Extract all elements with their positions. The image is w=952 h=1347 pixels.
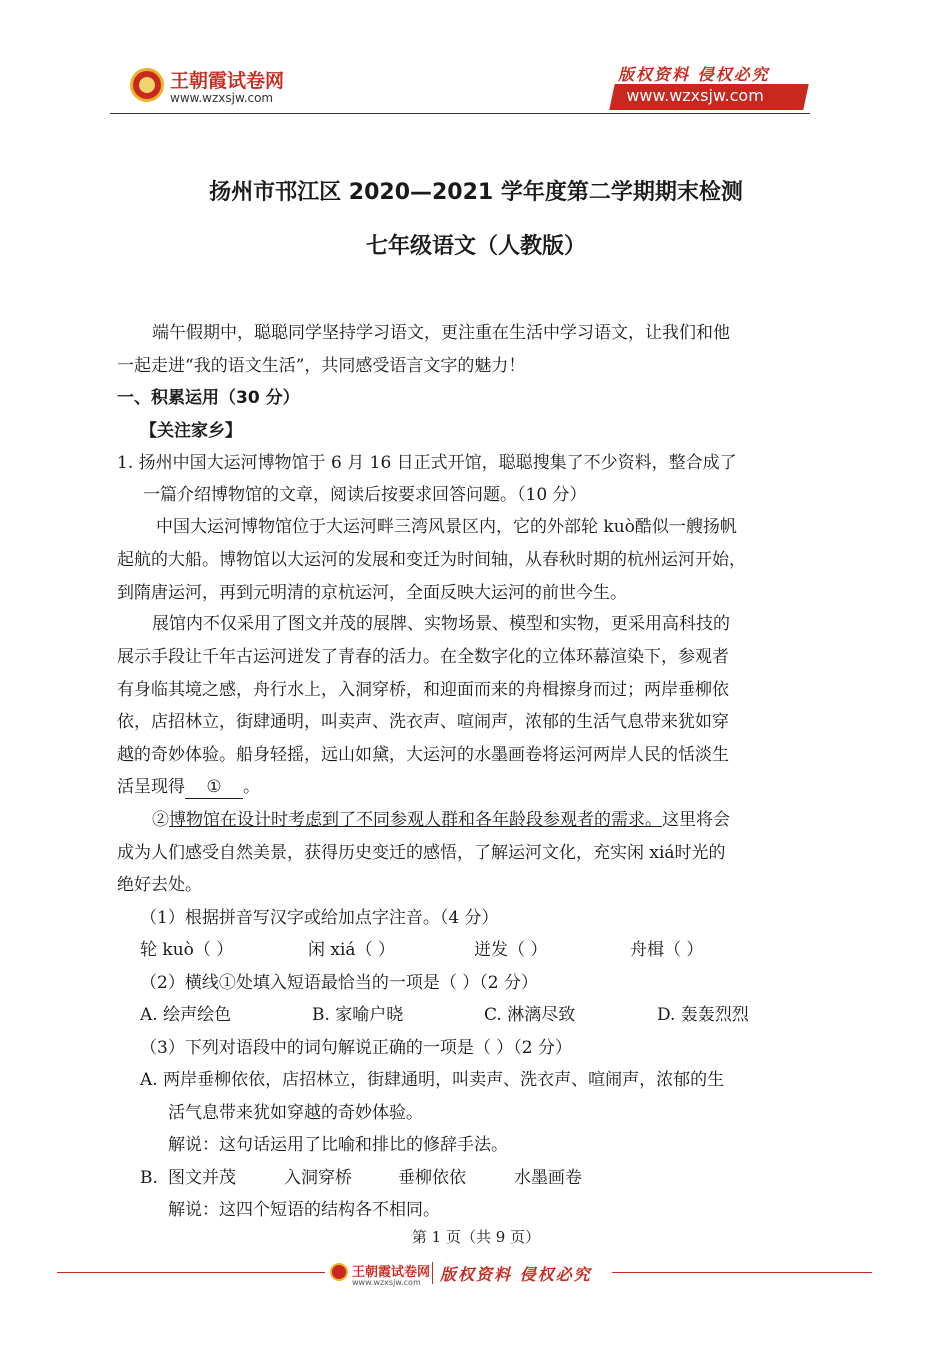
passage-p2-line-3: 有身临其境之感，舟行水上，入洞穿桥，和迎面而来的舟楫擦身而过；两岸垂柳依 xyxy=(117,680,729,700)
passage-p2-line-2: 展示手段让千年古运河迸发了青春的活力。在全数字化的立体环幕渲染下，参观者 xyxy=(117,647,729,667)
passage-p2-line-6-end: 。 xyxy=(243,777,260,797)
footer-copyright: 版权资料 侵权必究 xyxy=(440,1265,592,1284)
footer-divider xyxy=(432,1262,433,1284)
subq3-option-b-item: 垂柳依依 xyxy=(398,1168,466,1188)
brand-name: 王朝霞试卷网 xyxy=(170,70,285,92)
passage-p1-line-1: 中国大运河博物馆位于大运河畔三湾风景区内，它的外部轮 kuò酷似一艘扬帆 xyxy=(156,517,737,537)
subq3-option-b-item: 图文并茂 xyxy=(168,1168,236,1188)
footer-url[interactable]: www.wzxsjw.com xyxy=(352,1278,421,1287)
subq1-item[interactable]: 闲 xiá（ ） xyxy=(308,940,395,960)
intro-line-2: 一起走进“我的语文生活”，共同感受语言文字的魅力！ xyxy=(117,356,526,376)
passage-p2-line-1: 展馆内不仅采用了图文并茂的展牌、实物场景、模型和实物，更采用高科技的 xyxy=(152,614,730,634)
passage-p3-line-1-rest: 这里将会 xyxy=(662,810,730,830)
subq3-option-b-item: 水墨画卷 xyxy=(514,1168,582,1188)
passage-p3-line-2: 成为人们感受自然美景，获得历史变迁的感悟，了解运河文化，充实闲 xiá时光的 xyxy=(117,843,726,863)
sentence-mark-2: ② xyxy=(152,810,169,830)
subq3-prompt: （3）下列对语段中的词句解说正确的一项是（ ）（2 分） xyxy=(140,1038,572,1058)
subq1-item[interactable]: 舟楫（ ） xyxy=(630,940,704,960)
subq3-option-a-explanation: 解说：这句话运用了比喻和排比的修辞手法。 xyxy=(168,1135,508,1155)
footer-brand: 王朝霞试卷网 xyxy=(352,1265,431,1280)
passage-p1-line-3: 到隋唐运河，再到元明清的京杭运河，全面反映大运河的前世今生。 xyxy=(117,583,627,603)
subq3-option-a-line-1[interactable]: A. 两岸垂柳依依，店招林立，街肆通明，叫卖声、洗衣声、喧闹声，浓郁的生 xyxy=(140,1070,725,1090)
page-number: 第 1 页（共 9 页） xyxy=(411,1228,541,1246)
underlined-sentence: 博物馆在设计时考虑到了不同参观人群和各年龄段参观者的需求。 xyxy=(169,810,662,830)
passage-p2-line-6-text: 活呈现得 xyxy=(117,777,185,797)
subq3-option-a-line-2: 活气息带来犹如穿越的奇妙体验。 xyxy=(168,1103,423,1123)
header xyxy=(0,0,952,120)
brand-url[interactable]: www.wzxsjw.com xyxy=(170,91,274,105)
subq2-prompt: （2）横线①处填入短语最恰当的一项是（ ）（2 分） xyxy=(140,973,538,993)
exam-subtitle: 七年级语文（人教版） xyxy=(365,234,586,259)
passage-p2-line-6 xyxy=(117,771,260,804)
intro-line-1: 端午假期中，聪聪同学坚持学习语文，更注重在生活中学习语文，让我们和他 xyxy=(152,323,730,343)
subq3-option-b-explanation: 解说：这四个短语的结构各不相同。 xyxy=(168,1200,440,1220)
section-subheading: 【关注家乡】 xyxy=(140,421,242,441)
subq2-option-a[interactable]: A. 绘声绘色 xyxy=(140,1005,232,1025)
exam-title: 扬州市邗江区 2020—2021 学年度第二学期期末检测 xyxy=(209,180,743,205)
subq3-option-b-label[interactable]: B. xyxy=(140,1168,158,1188)
passage-p3-line-3: 绝好去处。 xyxy=(117,875,202,895)
passage-p1-line-2: 起航的大船。博物馆以大运河的发展和变迁为时间轴，从春秋时期的杭州运河开始， xyxy=(117,550,746,570)
footer-logo-icon xyxy=(330,1263,348,1281)
footer-line-right xyxy=(612,1272,872,1273)
passage-p2-line-5: 越的奇妙体验。船身轻摇，远山如黛，大运河的水墨画卷将运河两岸人民的恬淡生 xyxy=(117,745,729,765)
section-heading: 一、积累运用（30 分） xyxy=(117,388,300,408)
question-1-line-2: 一篇介绍博物馆的文章，阅读后按要求回答问题。（10 分） xyxy=(143,485,587,505)
subq1-item[interactable]: 轮 kuò（ ） xyxy=(140,940,234,960)
subq3-option-b-item: 入洞穿桥 xyxy=(284,1168,352,1188)
answer-blank-1[interactable]: ① xyxy=(185,776,243,799)
url-banner[interactable] xyxy=(609,84,809,110)
passage-p3-line-1 xyxy=(152,804,730,837)
url-banner-text: www.wzxsjw.com xyxy=(626,86,764,105)
subq2-option-d[interactable]: D. 轰轰烈烈 xyxy=(657,1005,749,1025)
subq1-prompt: （1）根据拼音写汉字或给加点字注音。（4 分） xyxy=(140,908,499,928)
subq2-option-c[interactable]: C. 淋漓尽致 xyxy=(484,1005,576,1025)
passage-p2-line-4: 依，店招林立，街肆通明，叫卖声、洗衣声、喧闹声，浓郁的生活气息带来犹如穿 xyxy=(117,712,729,732)
subq2-option-b[interactable]: B. 家喻户晓 xyxy=(312,1005,404,1025)
footer-line-left xyxy=(57,1272,325,1273)
question-1-line-1: 1. 扬州中国大运河博物馆于 6 月 16 日正式开馆，聪聪搜集了不少资料，整合成了 xyxy=(117,453,737,473)
subq1-item[interactable]: 迸发（ ） xyxy=(474,940,548,960)
copyright-notice: 版权资料 侵权必究 xyxy=(618,65,770,84)
header-divider xyxy=(110,113,810,114)
brand-logo-icon xyxy=(130,68,164,102)
